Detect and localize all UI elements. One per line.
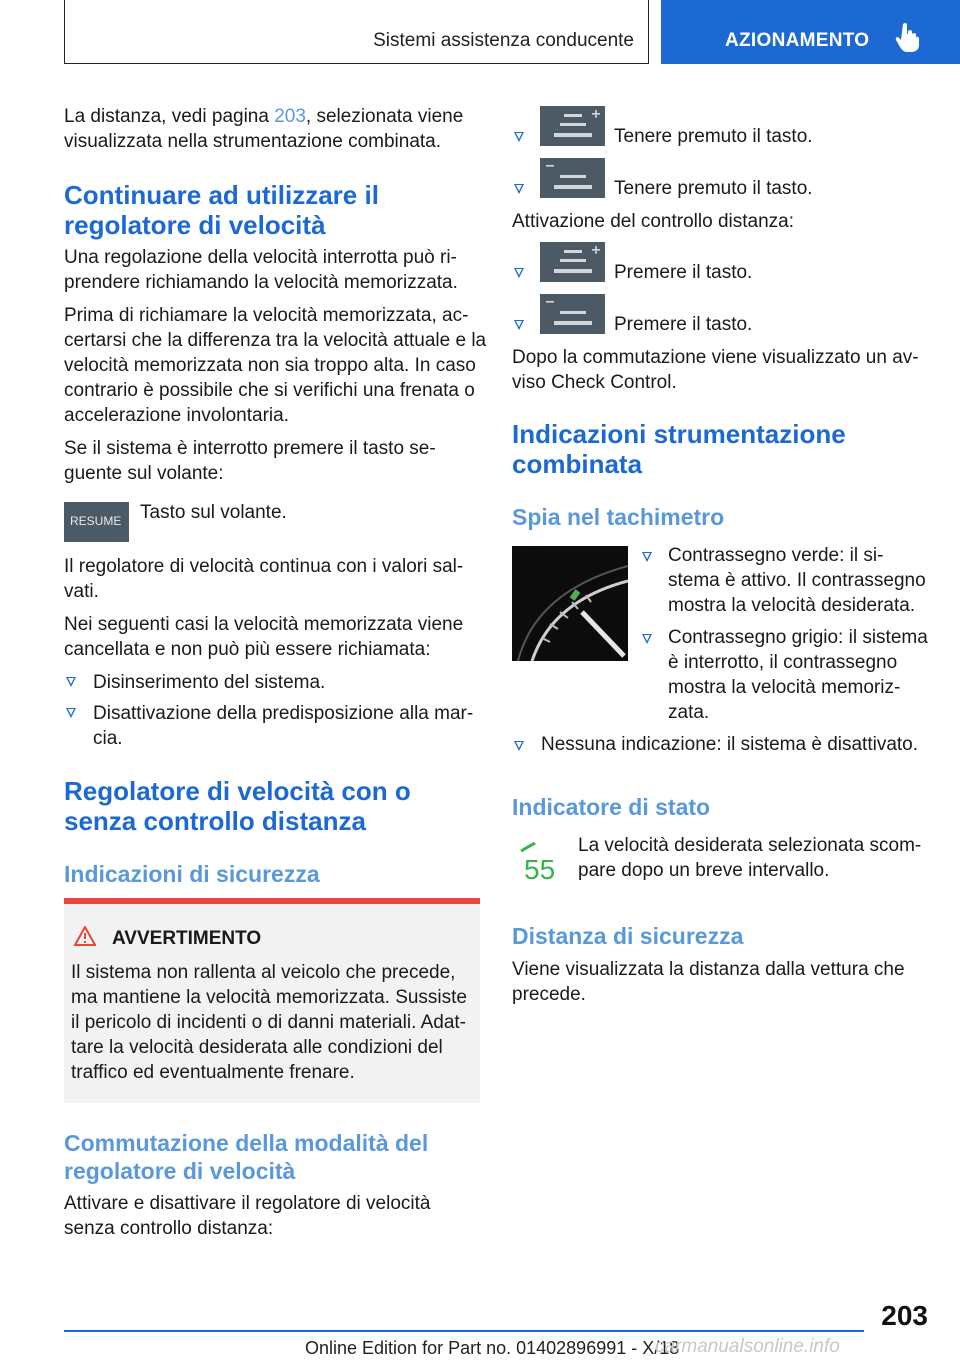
step-b-1: Premere il tasto. — [614, 262, 753, 283]
header-section-title: Sistemi assistenza conducente — [373, 30, 634, 51]
para4-line1: Il regolatore di velocità continua con i valori sal- — [64, 556, 464, 577]
bullet-triangle-icon — [66, 708, 76, 718]
warning-box — [64, 898, 480, 1103]
status-line-2: pare dopo un breve intervallo. — [578, 860, 830, 881]
warning-line-1: Il sistema non rallenta al veicolo che precede, — [71, 962, 456, 983]
bullet-triangle-icon — [514, 132, 524, 142]
status-indicator-icon — [518, 840, 562, 888]
distance-bars-plus-icon — [540, 242, 605, 282]
intro-text-a: La distanza, vedi pagina — [64, 106, 275, 127]
spia-item-2-line-1: Contrassegno grigio: il sistema — [668, 627, 928, 648]
intro-line-1 — [64, 104, 463, 129]
warning-line-5: traffico ed eventualmente frenare. — [71, 1062, 355, 1083]
warning-line-3: il pericolo di incidenti o di danni materiali. Adat- — [71, 1012, 466, 1033]
para2-line5: accelerazione involontaria. — [64, 405, 289, 426]
para2-line2: certarsi che la differenza tra la velocità attuale e la — [64, 330, 487, 351]
speedometer-icon — [512, 546, 628, 661]
bullet-triangle-icon — [514, 741, 524, 751]
footer-edition: Online Edition for Part no. 01402896991 - X/18 — [305, 1338, 680, 1358]
intro-line-2: visualizzata nella strumentazione combinata. — [64, 131, 442, 152]
heading-mode-2: regolatore di velocità — [64, 1158, 296, 1184]
step-b-2: Premere il tasto. — [614, 314, 753, 335]
after-line-2: viso Check Control. — [512, 372, 677, 393]
warning-title: AVVERTIMENTO — [112, 928, 262, 949]
warning-line-2: ma mantiene la velocità memorizzata. Sussiste — [71, 987, 467, 1008]
spia-item-2-line-2: è interrotto, il contrassegno — [668, 652, 898, 673]
distance-plus-button-image-2 — [540, 242, 605, 282]
spia-item-2-line-4: zata. — [668, 702, 710, 723]
activation-label: Attivazione del controllo distanza: — [512, 211, 794, 232]
heading-safety: Indicazioni di sicurezza — [64, 861, 320, 887]
page-link[interactable]: 203 — [274, 106, 306, 127]
para2-line4: contrario è possibile che si verifichi una frenata o — [64, 380, 475, 401]
header-chapter-tab — [661, 0, 960, 64]
page-number: 203 — [881, 1300, 928, 1331]
distance-minus-button-image-2 — [540, 294, 605, 334]
warning-line-4: tare la velocità desiderata alle condizioni del — [71, 1037, 443, 1058]
heading-safety-distance: Distanza di sicurezza — [512, 923, 744, 949]
spia-item-1-line-3: mostra la velocità desiderata. — [668, 595, 916, 616]
spia-item-1-line-2: stema è attivo. Il contrassegno — [668, 570, 926, 591]
distance-line-1: Viene visualizzata la distanza dalla vettura che — [512, 959, 905, 980]
para5-line2: cancellata e non può più essere richiamata: — [64, 639, 431, 660]
bullet-triangle-icon — [642, 552, 652, 562]
footer-divider — [64, 1330, 864, 1332]
para2-line1: Prima di richiamare la velocità memorizzata, ac- — [64, 305, 469, 326]
heading-regulator-2: senza controllo distanza — [64, 806, 366, 836]
distance-bars-minus-icon — [540, 158, 605, 198]
para3-line1: Se il sistema è interrotto premere il tasto se- — [64, 438, 436, 459]
para6-line1: Attivare e disattivare il regolatore di velocità — [64, 1193, 431, 1214]
resume-label: RESUME — [70, 514, 122, 528]
para1-line1: Una regolazione della velocità interrotta può ri- — [64, 247, 457, 268]
bullet-triangle-icon — [514, 320, 524, 330]
list-item-2-cont: cia. — [93, 728, 123, 749]
para6-line2: senza controllo distanza: — [64, 1218, 274, 1239]
para5-line1: Nei seguenti casi la velocità memorizzata viene — [64, 614, 464, 635]
speedometer-image — [512, 546, 628, 661]
warning-triangle-icon — [74, 926, 96, 946]
header-section-box — [64, 0, 649, 64]
step-a-2: Tenere premuto il tasto. — [614, 178, 813, 199]
heading-continue-2: regolatore di velocità — [64, 210, 326, 240]
heading-mode-1: Commutazione della modalità del — [64, 1130, 429, 1156]
para4-line2: vati. — [64, 581, 99, 602]
status-speed-value: 55 — [524, 854, 556, 885]
intro-text-b: , selezionata viene — [305, 106, 464, 127]
bullet-triangle-icon — [514, 184, 524, 194]
watermark: carmanualsonline.info — [655, 1336, 840, 1357]
status-line-1: La velocità desiderata selezionata scom- — [578, 835, 922, 856]
bullet-triangle-icon — [66, 677, 76, 687]
list-item-2: Disattivazione della predisposizione alla mar- — [93, 703, 474, 724]
heading-indications-1: Indicazioni strumentazione — [512, 419, 846, 449]
para2-line3: velocità memorizzata non sia troppo alta. In caso — [64, 355, 476, 376]
step-a-1: Tenere premuto il tasto. — [614, 126, 813, 147]
distance-bars-minus-icon — [540, 294, 605, 334]
heading-continue-1: Continuare ad utilizzare il — [64, 180, 379, 210]
after-line-1: Dopo la commutazione viene visualizzato un av- — [512, 347, 919, 368]
bullet-triangle-icon — [514, 268, 524, 278]
hand-pointer-icon — [895, 22, 921, 52]
heading-regulator-1: Regolatore di velocità con o — [64, 776, 411, 806]
para3-line2: guente sul volante: — [64, 463, 224, 484]
spia-item-2-line-3: mostra la velocità memoriz- — [668, 677, 901, 698]
resume-caption: Tasto sul volante. — [140, 502, 287, 523]
spia-item-1-line-1: Contrassegno verde: il si- — [668, 545, 884, 566]
heading-speedometer: Spia nel tachimetro — [512, 504, 725, 530]
distance-minus-button-image — [540, 158, 605, 198]
distance-bars-plus-icon — [540, 106, 605, 146]
list-item-1: Disinserimento del sistema. — [93, 672, 326, 693]
heading-indications-2: combinata — [512, 449, 643, 479]
speed-marker-icon — [520, 842, 536, 852]
resume-button-image — [64, 502, 129, 542]
para1-line2: prendere richiamando la velocità memorizzata. — [64, 272, 458, 293]
distance-plus-button-image — [540, 106, 605, 146]
bullet-triangle-icon — [642, 634, 652, 644]
distance-line-2: precede. — [512, 984, 586, 1005]
heading-status-indicator: Indicatore di stato — [512, 794, 711, 820]
spia-none: Nessuna indicazione: il sistema è disattivato. — [541, 734, 919, 755]
header-chapter-title: AZIONAMENTO — [725, 30, 870, 51]
